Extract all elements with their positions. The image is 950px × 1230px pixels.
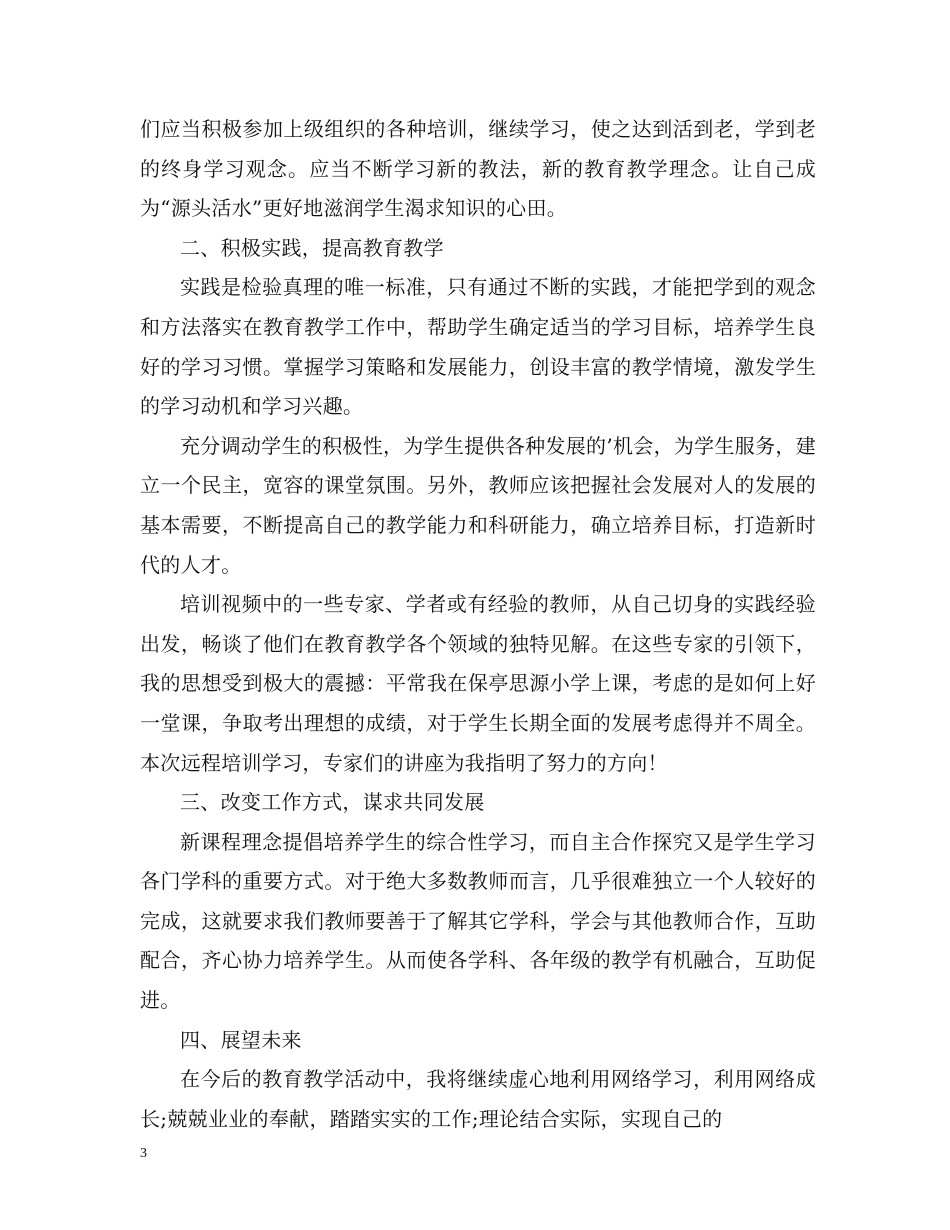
- paragraph: 在今后的教育教学活动中，我将继续虚心地利用网络学习，利用网络成长;兢兢业业的奉献，踏踏实实的工作;理论结合实际，实现自己的: [140, 1067, 816, 1131]
- section-heading: 三、改变工作方式，谋求共同发展: [180, 790, 485, 815]
- document-body: [140, 110, 816, 1139]
- page-number: 3: [140, 1146, 147, 1161]
- paragraph: 们应当积极参加上级组织的各种培训，继续学习，使之达到活到老，学到老的终身学习观念。应当不断学习新的教法，新的教育教学理念。让自己成为“源头活水”更好地滋润学生渴求知识的心田。: [140, 117, 816, 221]
- paragraph: 实践是检验真理的唯一标准，只有通过不断的实践，才能把学到的观念和方法落实在教育教学工作中，帮助学生确定适当的学习目标，培养学生良好的学习习惯。掌握学习策略和发展能力，创设丰富的教学情境，激发学生的学习动机和学习兴趣。: [140, 275, 816, 419]
- paragraph: 充分调动学生的积极性，为学生提供各种发展的’机会，为学生服务，建立一个民主，宽容的课堂氛围。另外，教师应该把握社会发展对人的发展的基本需要，不断提高自己的教学能力和科研能力，确立培养目标，打造新时代的人才。: [140, 433, 816, 577]
- paragraph: 新课程理念提倡培养学生的综合性学习，而自主合作探究又是学生学习各门学科的重要方式。对于绝大多数教师而言，几乎很难独立一个人较好的完成，这就要求我们教师要善于了解其它学科，学会与其他教师合作，互助配合，齐心协力培养学生。从而使各学科、各年级的教学有机融合，互助促进。: [140, 829, 816, 1013]
- section-heading: 四、展望未来: [180, 1027, 302, 1052]
- paragraph: 培训视频中的一些专家、学者或有经验的教师，从自己切身的实践经验出发，畅谈了他们在教育教学各个领域的独特见解。在这些专家的引领下，我的思想受到极大的震撼：平常我在保亭思源小学上课，考虑的是如何上好一堂课，争取考出理想的成绩，对于学生长期全面的发展考虑得并不周全。本次远程培训学习，专家们的讲座为我指明了努力的方向！: [140, 592, 816, 775]
- section-heading: 二、积极实践，提高教育教学: [180, 235, 444, 260]
